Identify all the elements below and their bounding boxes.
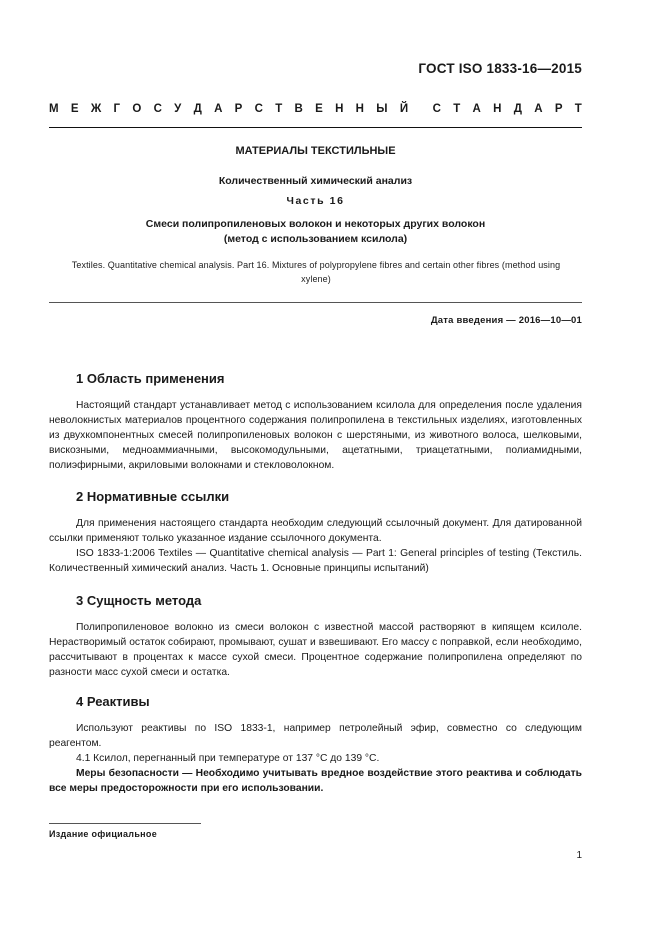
heading-letter: Д — [193, 103, 202, 115]
heading-letter: Д — [513, 103, 522, 115]
heading-letter: Н — [355, 103, 364, 115]
heading-letter: В — [294, 103, 303, 115]
section-heading: 2 Нормативные ссылки — [76, 489, 230, 504]
heading-letter: С — [254, 103, 263, 115]
introduction-date: Дата введения — 2016—10—01 — [430, 315, 582, 326]
section-paragraph: Настоящий стандарт устанавливает метод с использованием ксилола для определения после удаления неволокнистых материалов процентного содержания полипропилена в текстильных изделиях, изготовленных из двухкомпонентных смесей полипропиленовых волокон с шерстяными, из животного волоса, шелковыми, вискозными, медноаммиачными, высокомодульными, ацетатными, триацетатными, полиамидными, полиэфирными, акриловыми волокнами и стекловолокном. — [49, 400, 582, 472]
section-paragraph: Используют реактивы по ISO 1833-1, например петролейный эфир, совместно со следующим реагентом. — [49, 723, 582, 750]
heading-letter: А — [472, 103, 481, 115]
heading-letter: С — [153, 103, 162, 115]
heading-letter: Т — [574, 103, 582, 115]
document-part: Часть 16 — [286, 195, 345, 207]
official-edition-label: Издание официальное — [49, 829, 158, 839]
heading-letter: Ы — [376, 103, 388, 115]
section-paragraph: Полипропиленовое волокно из смеси волокон с известной массой растворяют в кипящем ксилоле. Нерастворимый остаток собирают, промывают, сушат и взвешивают. Его массу с поправкой, если необходимо, рассчитывают в процентах к массе сухой смеси. Процентное содержание полипропилена определяют по разности масс сухой смеси и остатка. — [49, 622, 582, 679]
safety-note: Меры безопасности — Необходимо учитывать вредное воздействие этого реактива и соблюдать все меры предосторожности при его использовании. — [49, 768, 582, 795]
section-reagents — [49, 694, 582, 796]
heading-letter: Н — [493, 103, 502, 115]
heading-letter: У — [174, 103, 182, 115]
heading-letter: Г — [113, 103, 121, 115]
heading-letter: Ж — [90, 103, 102, 115]
section-paragraph: 4.1 Ксилол, перегнанный при температуре от 137 °С до 139 °С. — [76, 753, 380, 765]
heading-letter: А — [214, 103, 223, 115]
heading-letter: А — [534, 103, 543, 115]
section-normative-references — [49, 489, 582, 576]
heading-letter: Т — [453, 103, 461, 115]
section-paragraph: Для применения настоящего стандарта необходим следующий ссылочный документ. Для датированной ссылки применяют только указанное издание ссылочного документа. — [49, 518, 582, 545]
section-heading: 1 Область применения — [76, 371, 225, 386]
heading-letter: Й — [399, 103, 409, 115]
heading-letter: Е — [315, 103, 323, 115]
section-scope — [49, 371, 582, 473]
description-line-2: (метод с использованием ксилола) — [223, 233, 408, 245]
heading-letter: М — [49, 103, 59, 115]
section-method-essence — [49, 593, 582, 680]
page-number: 1 — [576, 850, 582, 861]
footer-divider — [49, 823, 201, 824]
heading-letter: С — [432, 103, 441, 115]
document-code: ГОСТ ISO 1833-16—2015 — [418, 61, 582, 76]
document-subtitle: Количественный химический анализ — [218, 175, 413, 187]
heading-letter: Р — [234, 103, 243, 115]
heading-letter: Р — [554, 103, 563, 115]
heading-letter: Т — [275, 103, 283, 115]
header-divider — [49, 127, 582, 128]
section-heading: 3 Сущность метода — [76, 593, 202, 608]
title-divider — [49, 302, 582, 303]
description-line-1: Смеси полипропиленовых волокон и некоторых других волокон — [145, 218, 486, 230]
heading-letter: Е — [70, 103, 79, 115]
document-title: МАТЕРИАЛЫ ТЕКСТИЛЬНЫЕ — [235, 145, 396, 157]
section-heading: 4 Реактивы — [76, 694, 150, 709]
heading-letter: О — [132, 103, 142, 115]
document-description — [49, 217, 582, 247]
heading-letter: Н — [335, 103, 344, 115]
interstate-standard-heading — [49, 103, 582, 115]
section-paragraph: ISO 1833-1:2006 Textiles — Quantitative chemical analysis — Part 1: General principles of testing (Текстиль. Количественный химический анализ. Часть 1. Основные принципы испытаний) — [49, 548, 582, 575]
english-title: Textiles. Quantitative chemical analysis. Part 16. Mixtures of polypropylene fibres and certain other fibres (method using xylene) — [71, 260, 561, 284]
